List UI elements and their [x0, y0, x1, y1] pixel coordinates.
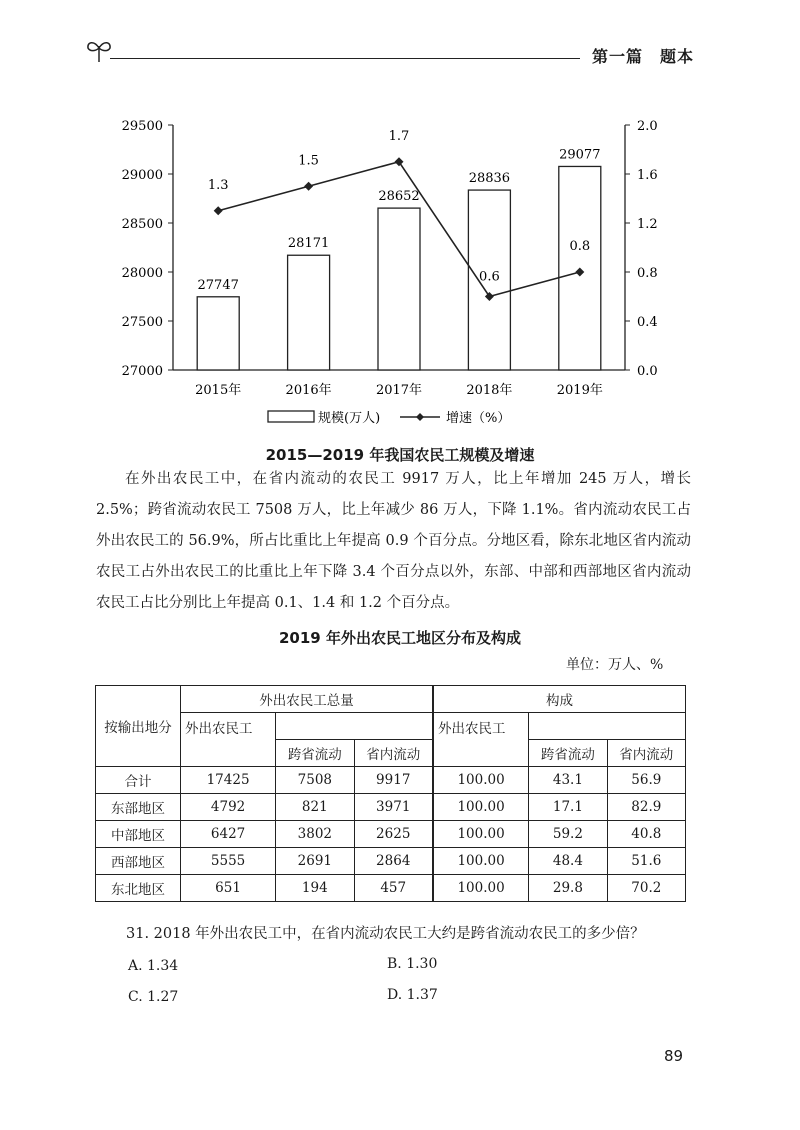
right-tick-label: 0.8 [637, 266, 658, 281]
region-cell: 中部地区 [96, 821, 181, 848]
comp-cell: 100.00 [433, 794, 529, 821]
left-tick-label: 27500 [121, 315, 163, 330]
intra-pct-cell: 82.9 [607, 794, 685, 821]
growth-label: 1.7 [388, 128, 410, 144]
cross-cell: 7508 [276, 767, 354, 794]
table-row [96, 821, 686, 848]
option-b[interactable]: B. 1.30 [387, 956, 438, 972]
cross-pct-cell: 17.1 [529, 794, 607, 821]
cross-cell: 3802 [276, 821, 354, 848]
cross-cell: 194 [276, 875, 354, 902]
right-tick-label: 1.2 [637, 217, 658, 232]
right-tick-label: 1.6 [637, 168, 658, 183]
table-unit: 单位：万人、% [566, 657, 664, 673]
blank-cell [276, 713, 433, 740]
intra-pct-cell: 51.6 [607, 848, 685, 875]
option-a[interactable]: A. 1.34 [128, 958, 179, 974]
total-cell: 4792 [181, 794, 276, 821]
page-number: 89 [664, 1047, 684, 1065]
growth-label: 0.6 [479, 269, 500, 285]
option-d[interactable]: D. 1.37 [387, 987, 438, 1003]
bar [288, 255, 330, 370]
header-rule [110, 58, 580, 59]
intra-cell: 9917 [354, 767, 433, 794]
right-tick-label: 0.0 [637, 364, 658, 379]
region-header: 按输出地分 [96, 686, 181, 767]
category-label: 2017年 [375, 383, 423, 398]
table-header-row [96, 686, 686, 713]
comp-cell: 100.00 [433, 821, 529, 848]
bar-label: 28836 [468, 171, 511, 187]
data-table [95, 685, 686, 902]
body-paragraph [96, 464, 691, 619]
bar [197, 297, 239, 370]
right-tick-label: 2.0 [637, 119, 658, 134]
chart-title: 2015—2019 年我国农民工规模及增速 [265, 446, 535, 464]
total-cell: 651 [181, 875, 276, 902]
legend-line-label: 增速（%） [446, 411, 511, 426]
comp-cell: 100.00 [433, 875, 529, 902]
total-cell: 17425 [181, 767, 276, 794]
growth-label: 0.8 [569, 239, 591, 254]
intra-pct-cell: 56.9 [607, 767, 685, 794]
table-title: 2019 年外出农民工地区分布及构成 [279, 629, 521, 647]
right-tick-label: 0.4 [637, 315, 658, 330]
left-tick-label: 29000 [121, 168, 163, 183]
bar-label: 27747 [197, 277, 239, 293]
chart [0, 100, 800, 440]
intra-header: 省内流动 [354, 740, 433, 767]
category-label: 2015年 [195, 383, 242, 398]
bar [378, 208, 420, 370]
intra-cell: 2625 [354, 821, 433, 848]
legend-line-marker [416, 413, 424, 421]
legend-bar-label: 规模(万人) [318, 411, 381, 426]
page-header [0, 0, 800, 80]
option-c[interactable]: C. 1.27 [128, 989, 179, 1005]
growth-point [304, 182, 313, 191]
comp-cell: 100.00 [433, 848, 529, 875]
table-row [96, 875, 686, 902]
region-cell: 东北地区 [96, 875, 181, 902]
category-label: 2019年 [556, 383, 603, 398]
cross-pct-cell: 59.2 [529, 821, 607, 848]
left-tick-label: 29500 [121, 119, 163, 134]
intra-cell: 2864 [354, 848, 433, 875]
blank-cell [529, 713, 686, 740]
cross-cell: 821 [276, 794, 354, 821]
table-row [96, 794, 686, 821]
table-subheader-row [96, 713, 686, 740]
comp-cell: 100.00 [433, 767, 529, 794]
comp-subheader: 外出农民工 [433, 713, 529, 767]
left-tick-label: 28500 [121, 217, 163, 232]
intra-pct-cell: 40.8 [607, 821, 685, 848]
comp-group-header: 构成 [433, 686, 686, 713]
category-label: 2018年 [466, 383, 513, 398]
cross-pct-header: 跨省流动 [529, 740, 607, 767]
leaf-icon [84, 36, 114, 66]
growth-label: 1.5 [298, 153, 319, 169]
intra-cell: 3971 [354, 794, 433, 821]
total-group-header: 外出农民工总量 [181, 686, 433, 713]
bar-label: 28171 [287, 236, 330, 252]
cross-cell: 2691 [276, 848, 354, 875]
region-cell: 东部地区 [96, 794, 181, 821]
left-tick-label: 27000 [121, 364, 163, 379]
table-row [96, 767, 686, 794]
intra-cell: 457 [354, 875, 433, 902]
total-cell: 6427 [181, 821, 276, 848]
intra-pct-header: 省内流动 [607, 740, 685, 767]
growth-point [214, 206, 223, 215]
table-row [96, 848, 686, 875]
left-tick-label: 28000 [121, 266, 163, 281]
region-cell: 西部地区 [96, 848, 181, 875]
growth-label: 1.3 [207, 177, 229, 193]
cross-header: 跨省流动 [276, 740, 354, 767]
total-subheader: 外出农民工 [181, 713, 276, 767]
category-label: 2016年 [285, 383, 332, 398]
cross-pct-cell: 43.1 [529, 767, 607, 794]
chart-container [0, 100, 800, 440]
bar-label: 29077 [559, 147, 601, 163]
cross-pct-cell: 29.8 [529, 875, 607, 902]
paragraph-text: 在外出农民工中，在省内流动的农民工 9917 万人，比上年增加 245 万人，增长 2.5%；跨省流动农民工 7508 万人，比上年减少 86 万人，下降 1.1%。省内流动农民工占外出农民工的 56.9%，所占比重比上年提高 0.9 个百分点。分地区看，除东北地区省内流动农民工占外出农民工的比重比上年下降 3.4 个百分点以外，东部、中部和西部地区省内流动农民工占比分别比上年提高 0.1、1.4 和 1.2 个百分点。 [96, 471, 691, 611]
legend-bar-swatch [268, 411, 314, 422]
question-text: 31. 2018 年外出农民工中，在省内流动农民工大约是跨省流动农民工的多少倍？ [126, 926, 645, 942]
cross-pct-cell: 48.4 [529, 848, 607, 875]
growth-point [395, 157, 404, 166]
intra-pct-cell: 70.2 [607, 875, 685, 902]
region-cell: 合计 [96, 767, 181, 794]
section-title: 第一篇 题本 [592, 47, 695, 66]
total-cell: 5555 [181, 848, 276, 875]
bar-label: 28652 [378, 189, 420, 205]
